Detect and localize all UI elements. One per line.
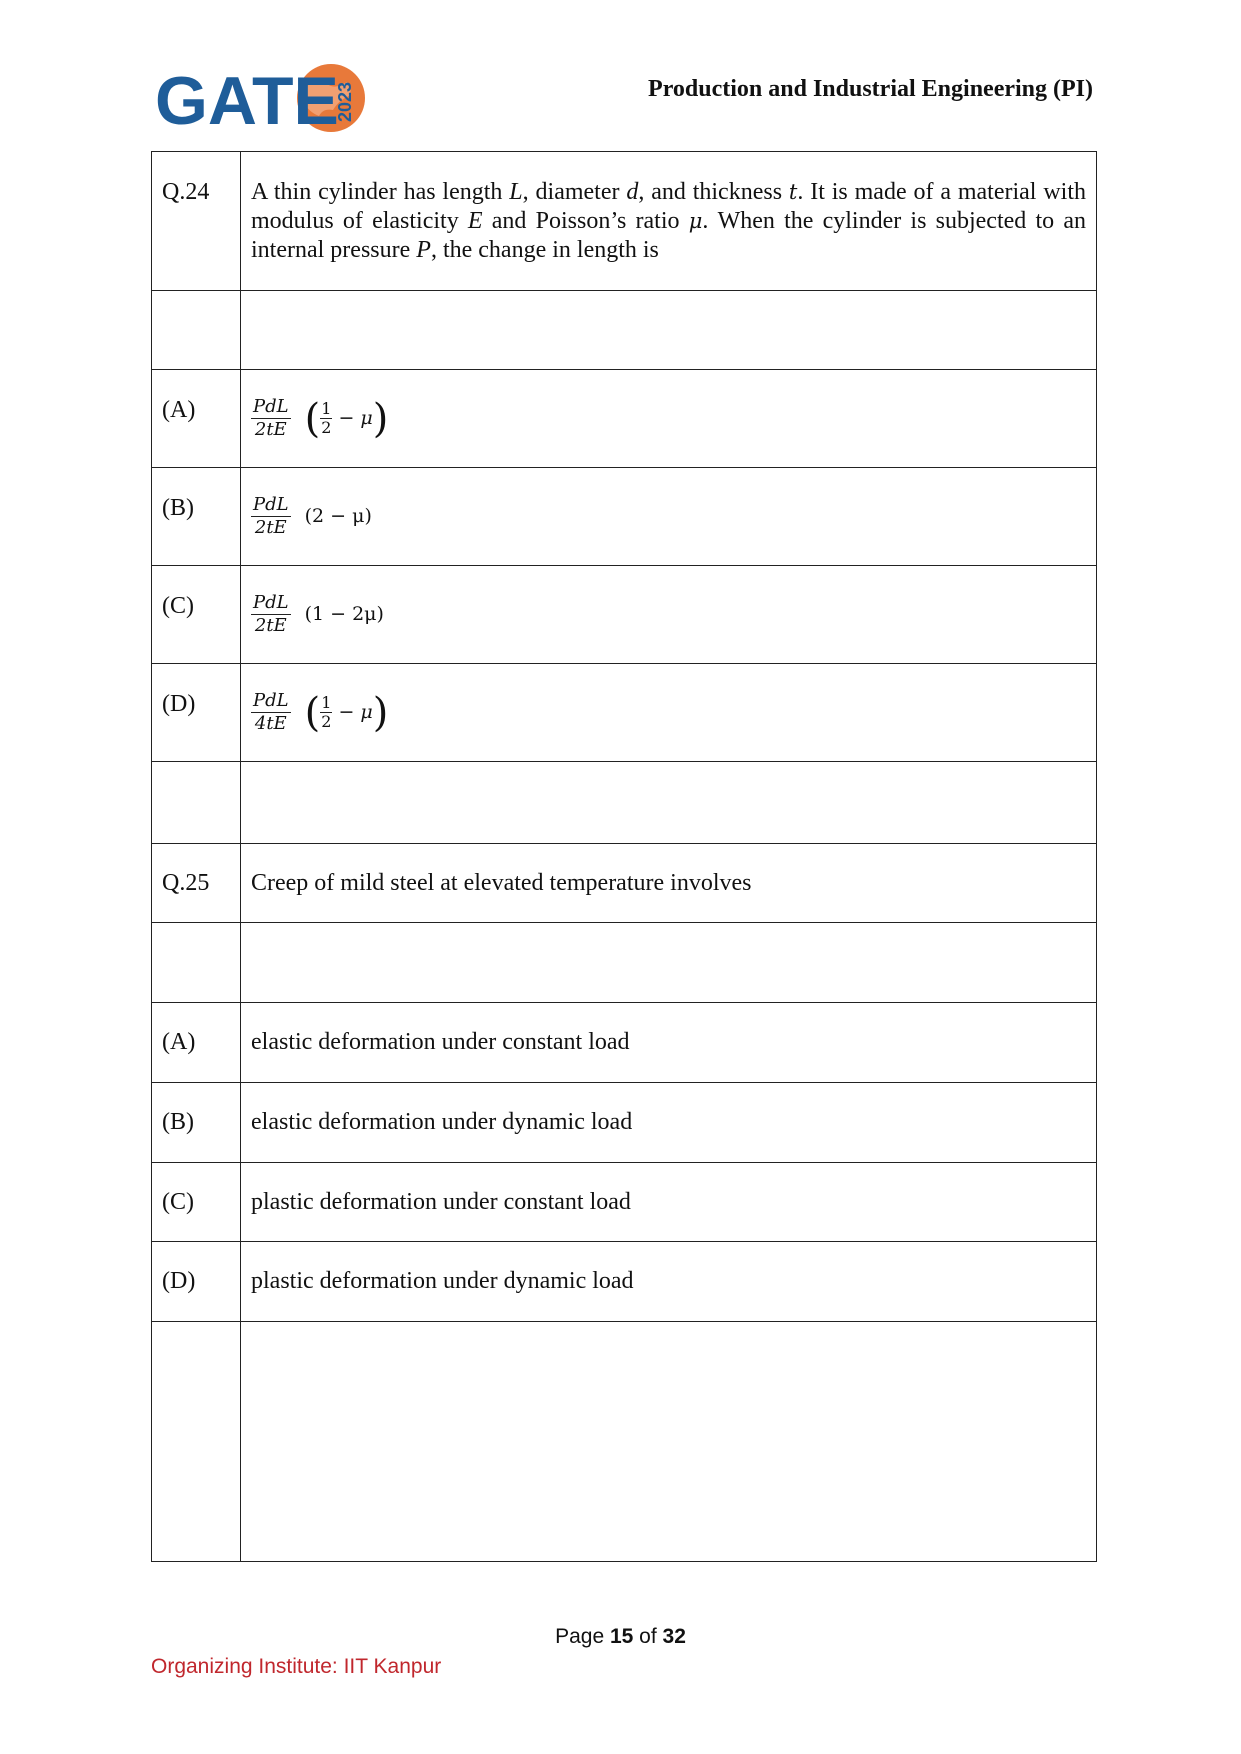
- fraction: $\frac{\text{PdL}}{2tE}$: [253, 592, 289, 636]
- option-row-b[interactable]: [152, 468, 1097, 566]
- option-text: elastic deformation under dynamic load: [241, 1083, 1097, 1163]
- option-formula: $\frac{\text{PdL}}{2tE}$ ( $\frac{1}{2}$ − μ): [241, 370, 1097, 468]
- option-label: (A): [152, 370, 241, 468]
- fraction: $\frac{\text{PdL}}{4tE}$: [253, 690, 289, 734]
- option-row-d[interactable]: [152, 664, 1097, 762]
- organizing-institute: Organizing Institute: IIT Kanpur: [151, 1655, 442, 1678]
- spacer-row: [152, 291, 1097, 370]
- spacer-row: [152, 1322, 1097, 1562]
- option-row-a[interactable]: [152, 1003, 1097, 1083]
- option-label: (C): [152, 1163, 241, 1242]
- question-row-q24: [152, 152, 1097, 291]
- question-number: Q.24: [152, 152, 241, 291]
- question-stem: Creep of mild steel at elevated temperature involves: [241, 844, 1097, 923]
- option-text: elastic deformation under constant load: [241, 1003, 1097, 1083]
- option-row-b[interactable]: [152, 1083, 1097, 1163]
- option-label: (D): [152, 1242, 241, 1322]
- question-table: [151, 151, 1097, 1562]
- option-formula: $\frac{\text{PdL}}{2tE}$ (1 − 2μ): [241, 566, 1097, 664]
- logo-year: 2023: [335, 81, 355, 122]
- gate-2023-logo: [155, 58, 365, 138]
- spacer-row: [152, 762, 1097, 844]
- fraction: $\frac{\text{PdL}}{2tE}$: [253, 494, 289, 538]
- question-stem: A thin cylinder has length L, diameter d, and thickness t. It is made of a material with modulus of elasticity E and Poisson’s ratio μ. When the cylinder is subjected to an internal pressure P, the change in length is: [241, 152, 1097, 291]
- spacer-row: [152, 923, 1097, 1003]
- option-row-c[interactable]: [152, 566, 1097, 664]
- logo-text: GATE: [155, 63, 339, 138]
- fraction: $\frac{\text{PdL}}{2tE}$: [253, 396, 289, 440]
- option-row-d[interactable]: [152, 1242, 1097, 1322]
- paper-title: Production and Industrial Engineering (PI): [648, 76, 1093, 102]
- option-text: plastic deformation under constant load: [241, 1163, 1097, 1242]
- option-formula: $\frac{\text{PdL}}{2tE}$ (2 − μ): [241, 468, 1097, 566]
- option-label: (B): [152, 1083, 241, 1163]
- page-header: [0, 0, 1241, 150]
- option-row-a[interactable]: [152, 370, 1097, 468]
- option-formula: $\frac{\text{PdL}}{4tE}$ ( $\frac{1}{2}$ − μ): [241, 664, 1097, 762]
- option-label: (B): [152, 468, 241, 566]
- question-number: Q.25: [152, 844, 241, 923]
- option-text: plastic deformation under dynamic load: [241, 1242, 1097, 1322]
- option-label: (A): [152, 1003, 241, 1083]
- option-label: (C): [152, 566, 241, 664]
- option-label: (D): [152, 664, 241, 762]
- option-row-c[interactable]: [152, 1163, 1097, 1242]
- page-number: Page 15 of 32: [555, 1625, 686, 1648]
- question-row-q25: [152, 844, 1097, 923]
